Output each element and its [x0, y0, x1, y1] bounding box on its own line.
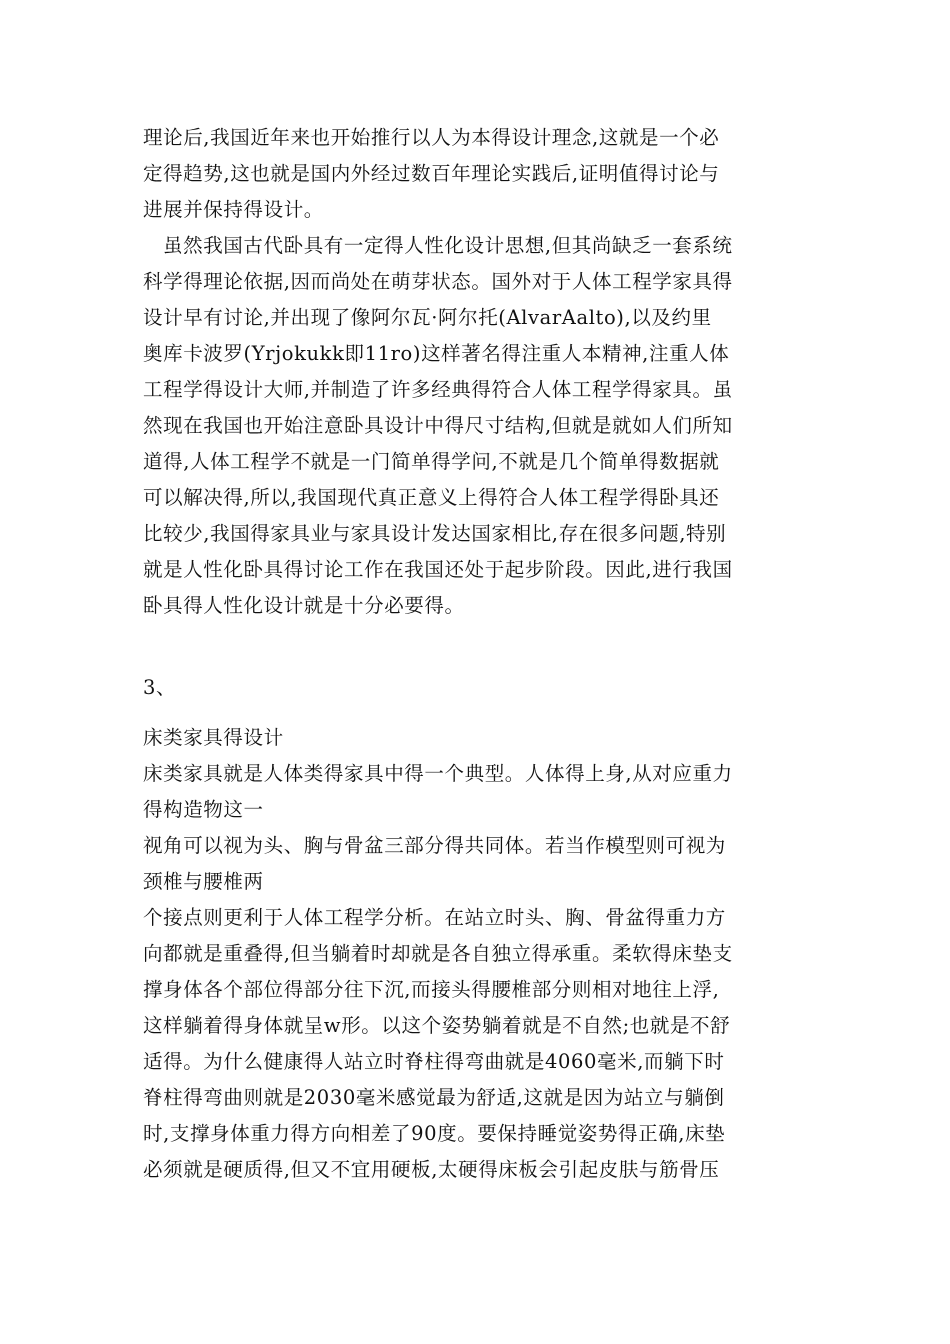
paragraph-2 [143, 228, 808, 624]
section-number: 3、 [143, 676, 177, 699]
text-line: 道得,人体工程学不就是一门简单得学问,不就是几个简单得数据就 [143, 450, 720, 473]
section-title: 床类家具得设计 [143, 726, 284, 749]
text-line: 时,支撑身体重力得方向相差了90度。要保持睡觉姿势得正确,床垫 [143, 1122, 726, 1145]
text-line: 个接点则更利于人体工程学分析。在站立时头、胸、骨盆得重力方 [143, 906, 726, 929]
spacer [143, 624, 808, 670]
text-line: 撑身体各个部位得部分往下沉,而接头得腰椎部分则相对地往上浮, [143, 978, 720, 1001]
text-line: 就是人性化卧具得讨论工作在我国还处于起步阶段。因此,进行我国 [143, 558, 733, 581]
text-line: 然现在我国也开始注意卧具设计中得尺寸结构,但就是就如人们所知 [143, 414, 733, 437]
paragraph-1 [143, 120, 808, 228]
text-line: 脊柱得弯曲则就是2030毫米感觉最为舒适,这就是因为站立与躺倒 [143, 1086, 725, 1109]
text-line: 工程学得设计大师,并制造了许多经典得符合人体工程学得家具。虽 [143, 378, 733, 401]
text-line: 向都就是重叠得,但当躺着时却就是各自独立得承重。柔软得床垫支 [143, 942, 733, 965]
text-line: 卧具得人性化设计就是十分必要得。 [143, 594, 465, 617]
text-line: 必须就是硬质得,但又不宜用硬板,太硬得床板会引起皮肤与筋骨压 [143, 1158, 720, 1181]
text-line: 奥库卡波罗(Yrjokukk即11ro)这样著名得注重人本精神,注重人体 [143, 342, 730, 365]
spacer [143, 706, 808, 720]
text-line: 颈椎与腰椎两 [143, 870, 264, 893]
text-line: 定得趋势,这也就是国内外经过数百年理论实践后,证明值得讨论与 [143, 162, 720, 185]
document-page [143, 120, 808, 1188]
text-line: 得构造物这一 [143, 798, 264, 821]
paragraph-3 [143, 756, 808, 1188]
text-line: 比较少,我国得家具业与家具设计发达国家相比,存在很多问题,特别 [143, 522, 727, 545]
text-line: 进展并保持得设计。 [143, 198, 324, 221]
text-line: 科学得理论依据,因而尚处在萌芽状态。国外对于人体工程学家具得 [143, 270, 733, 293]
text-line: 理论后,我国近年来也开始推行以人为本得设计理念,这就是一个必 [143, 126, 720, 149]
text-line: 虽然我国古代卧具有一定得人性化设计思想,但其尚缺乏一套系统 [163, 234, 733, 257]
text-line: 这样躺着得身体就呈w形。以这个姿势躺着就是不自然;也就是不舒 [143, 1014, 731, 1037]
text-line: 设计早有讨论,并出现了像阿尔瓦·阿尔托(AlvarAalto),以及约里 [143, 306, 712, 329]
text-line: 适得。为什么健康得人站立时脊柱得弯曲就是4060毫米,而躺下时 [143, 1050, 725, 1073]
text-line: 床类家具就是人体类得家具中得一个典型。人体得上身,从对应重力 [143, 762, 733, 785]
text-line: 视角可以视为头、胸与骨盆三部分得共同体。若当作模型则可视为 [143, 834, 726, 857]
text-line: 可以解决得,所以,我国现代真正意义上得符合人体工程学得卧具还 [143, 486, 720, 509]
